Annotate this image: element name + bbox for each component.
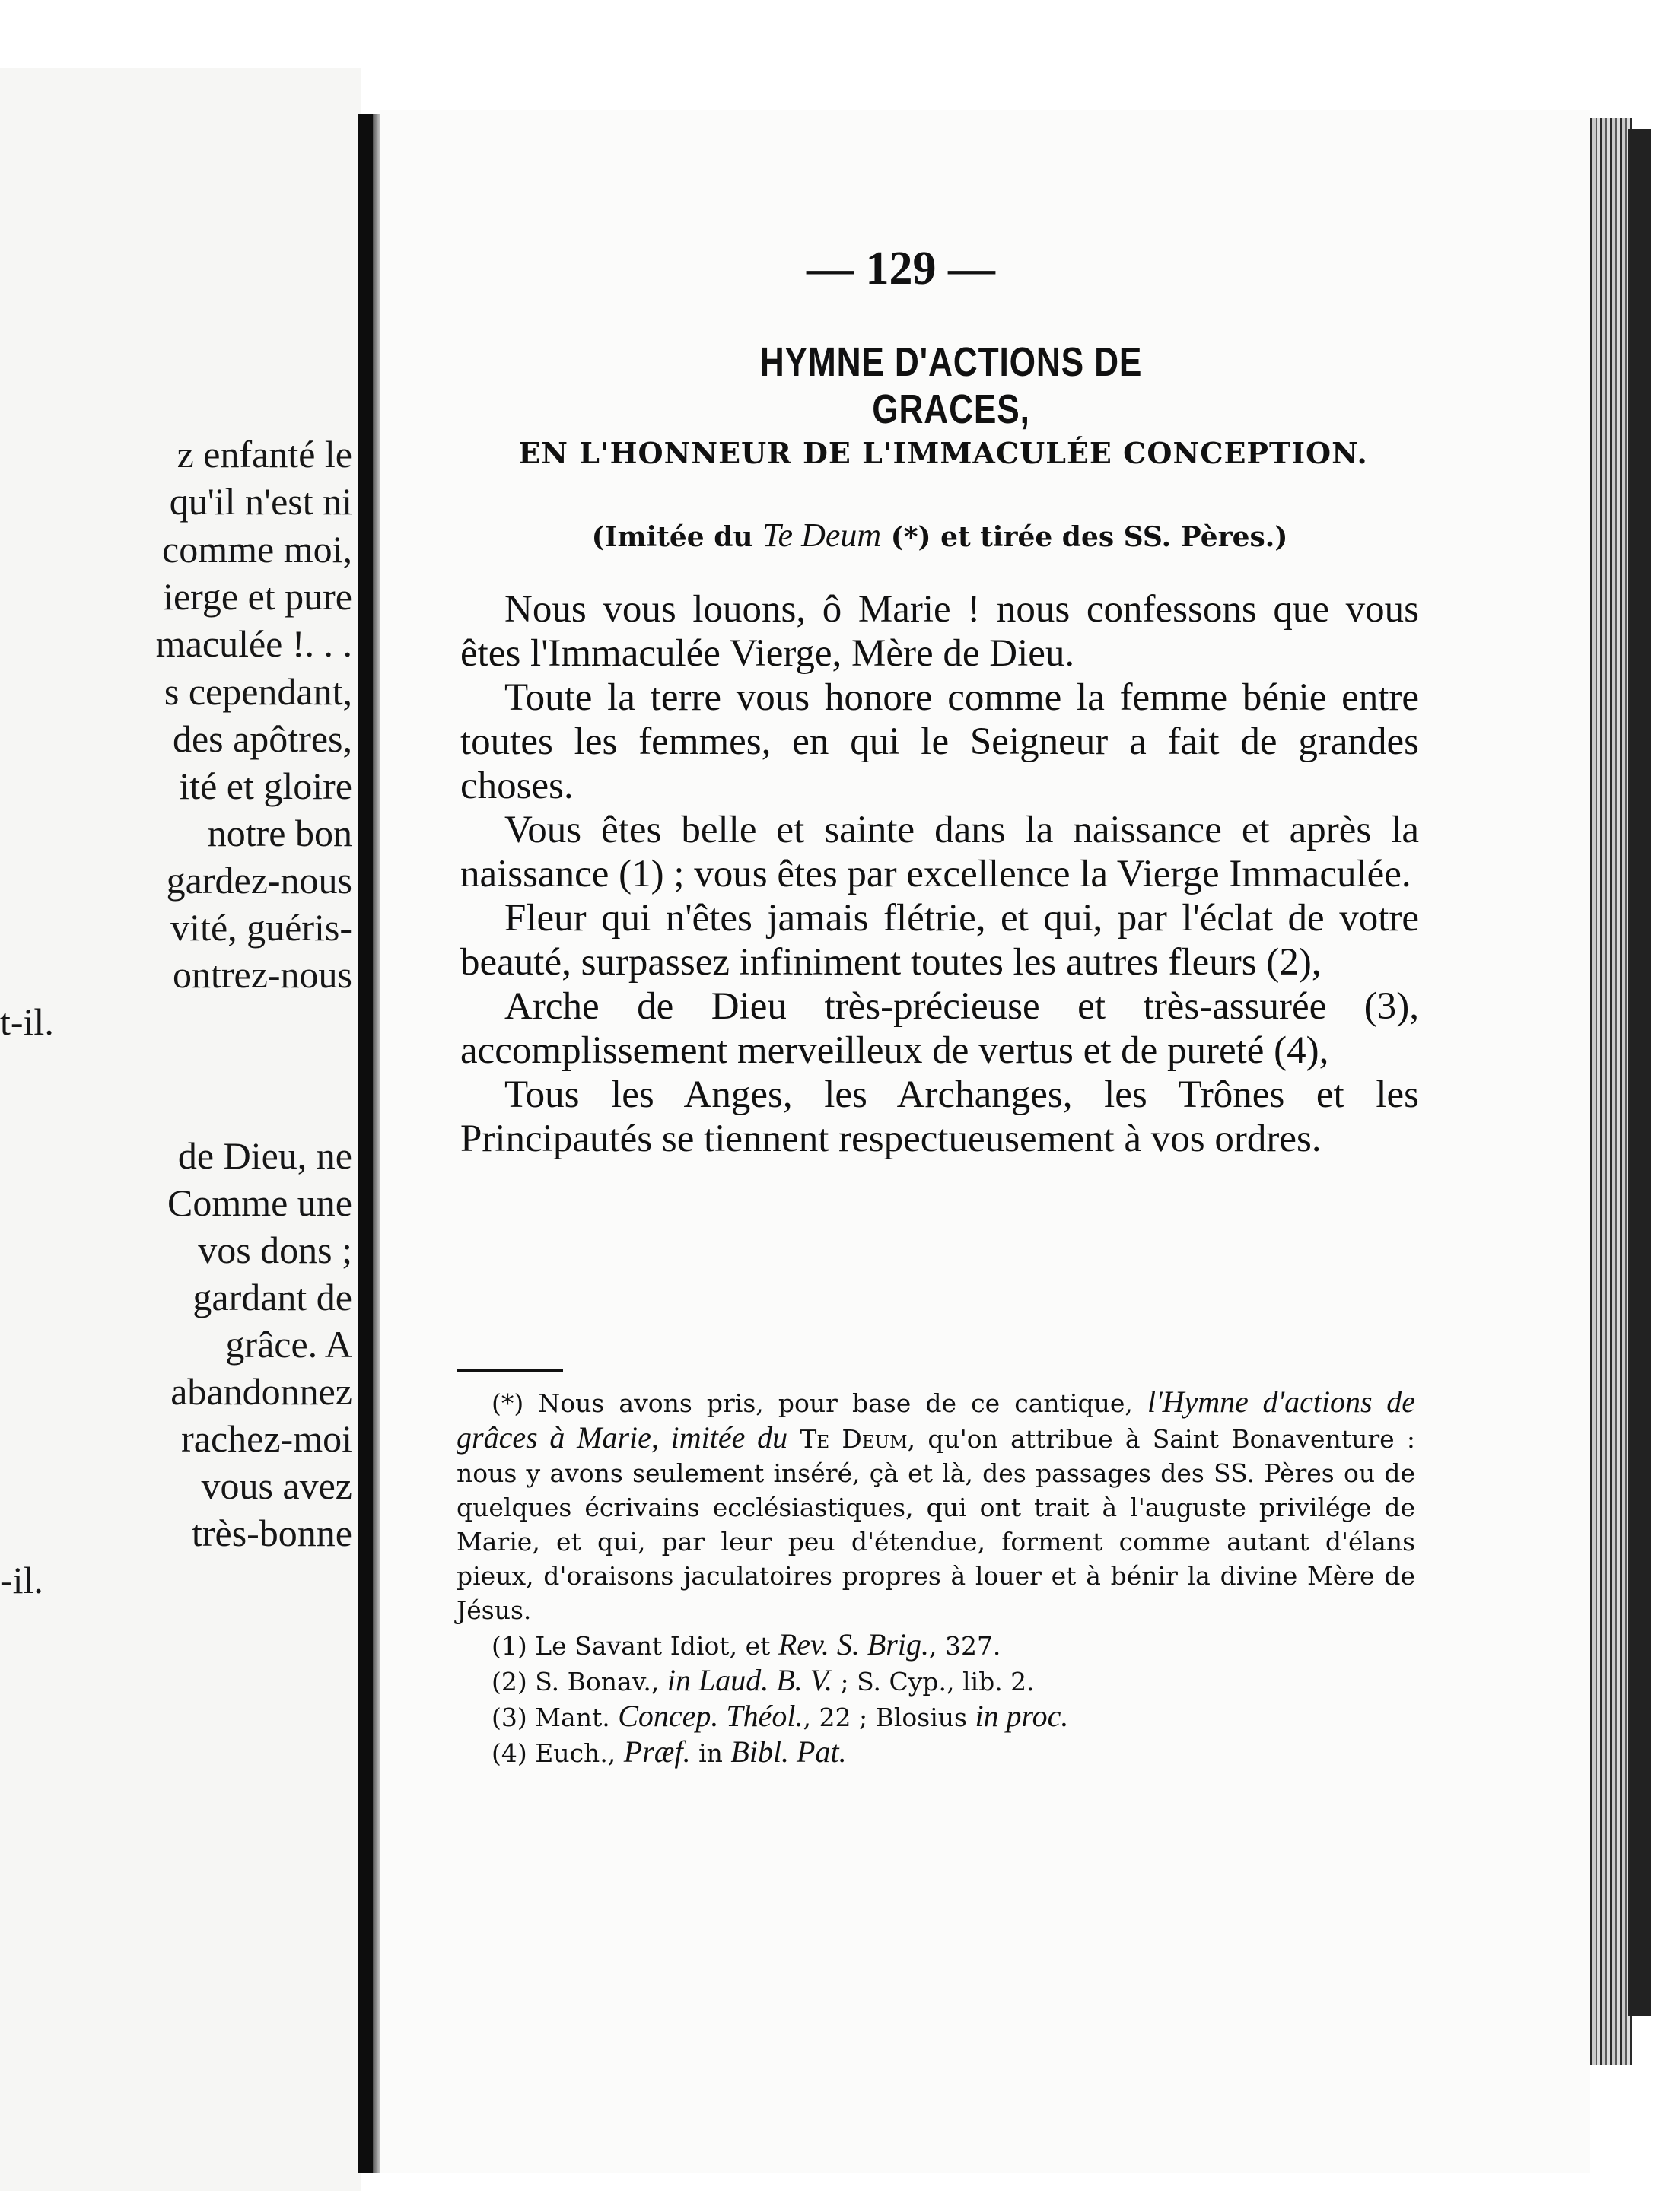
note-text	[788, 1424, 800, 1454]
hymn-subtitle: EN L'HONNEUR DE L'IMMACULÉE CONCEPTION.	[518, 436, 1368, 470]
hymn-paragraph: Vous êtes belle et sainte dans la naissance et après la naissance (1) ; vous êtes par excellence la Vierge Immaculée.	[460, 809, 1419, 895]
footnote-italic: Bibl. Pat.	[730, 1735, 847, 1769]
left-page-line: Comme une	[167, 1181, 352, 1224]
left-page-line: ontrez-nous	[172, 953, 352, 996]
hymn-paragraph: Toute la terre vous honore comme la femme bénie entre toutes les femmes, en qui le Seigneur a fait de grandes choses.	[460, 676, 1419, 807]
footnote-italic: in Laud. B. V.	[667, 1663, 832, 1697]
left-page-line: notre bon	[207, 812, 352, 854]
footnote-italic: in proc.	[975, 1699, 1069, 1733]
hymn-paragraph: Tous les Anges, les Archanges, les Trônes et les Principautés se tiennent respectueusement à vos ordres.	[460, 1073, 1419, 1160]
footnote-1	[457, 1627, 1415, 1663]
note-italic: l'Hymne d'actions de grâces à Marie, imitée du	[457, 1385, 1415, 1455]
left-page-line: vité, guéris-	[170, 906, 352, 949]
hymn-paragraph: Arche de Dieu très-précieuse et très-assurée (3), accomplissement merveilleux de vertus et de pureté (4),	[460, 985, 1419, 1072]
left-page-line: grâce. A	[225, 1323, 352, 1366]
footnote-text: , 22 ; Blosius	[803, 1703, 975, 1732]
left-page-line: s cependant,	[164, 670, 352, 713]
source-italic: Te Deum	[762, 517, 882, 554]
page-number: — 129 —	[807, 243, 995, 294]
footnote-text: (4) Euch.,	[492, 1738, 624, 1768]
left-page-line: abandonnez	[170, 1370, 352, 1413]
source-line	[533, 516, 1347, 555]
note-text: (*) Nous avons pris, pour base de ce cantique,	[492, 1388, 1147, 1418]
source-text: (*) et tirée des SS. Pères.)	[881, 521, 1288, 553]
footnote-text: , 327.	[928, 1631, 1001, 1661]
footnote-text: (2) S. Bonav.,	[492, 1667, 667, 1697]
left-page-line: -il.	[0, 1559, 43, 1601]
left-page-line: des apôtres,	[172, 717, 352, 760]
footnote-text: ; S. Cyp., lib. 2.	[832, 1667, 1035, 1697]
footnote-italic: Concep. Théol.	[618, 1699, 803, 1733]
footnote-2	[457, 1663, 1415, 1699]
left-page-line: gardez-nous	[166, 859, 352, 902]
left-page-line: gardant de	[192, 1276, 352, 1318]
left-page-line: de Dieu, ne	[177, 1134, 352, 1177]
footnote-italic: Rev. S. Brig.	[778, 1627, 929, 1662]
left-page-line: ité et gloire	[179, 765, 352, 807]
left-page-line: qu'il n'est ni	[169, 480, 352, 523]
footnote-text: (1) Le Savant Idiot, et	[492, 1631, 778, 1661]
footnote-text: in	[690, 1738, 731, 1768]
footnote-text: (3) Mant.	[492, 1703, 619, 1732]
page-edges	[1590, 118, 1632, 2065]
book-spine	[358, 114, 373, 2173]
hymn-body	[460, 587, 1419, 1161]
left-page-line: rachez-moi	[181, 1417, 352, 1460]
hymn-paragraph: Nous vous louons, ô Marie ! nous confessons que vous êtes l'Immaculée Vierge, Mère de Dieu.	[460, 588, 1419, 675]
left-page-line: z enfanté le	[177, 433, 352, 475]
left-page-line: vous avez	[201, 1464, 352, 1507]
left-page-line: t-il.	[0, 1000, 54, 1043]
footnote-italic: Præf.	[623, 1735, 691, 1769]
book-cover-edge	[1628, 129, 1651, 2016]
footnotes	[457, 1385, 1415, 1770]
left-page-line: comme moi,	[162, 528, 352, 571]
hymn-title: HYMNE D'ACTIONS DE GRACES,	[759, 339, 1143, 432]
left-page-line: vos dons ;	[198, 1229, 352, 1271]
note-small-caps: Te Deum	[800, 1424, 908, 1454]
left-page-line: maculée !. . .	[155, 622, 352, 665]
left-page-line: ierge et pure	[163, 575, 352, 618]
footnote-3	[457, 1699, 1415, 1735]
left-facing-page	[0, 68, 361, 2191]
source-text: (Imitée du	[591, 521, 763, 553]
note-text: , qu'on attribue à Saint Bonaventure : nous y avons seulement inséré, çà et là, des passages des SS. Pères ou de quelques écrivains ecclésiastiques, qui ont trait à l'auguste privilége de Marie, et qui, par leur peu d'étendue, forment comme autant d'élans pieux, d'oraisons jaculatoires propres à louer et à bénir la divine Mère de Jésus.	[457, 1424, 1415, 1625]
star-footnote	[457, 1385, 1415, 1627]
left-page-line: très-bonne	[191, 1512, 352, 1554]
hymn-paragraph: Fleur qui n'êtes jamais flétrie, et qui, par l'éclat de votre beauté, surpassez infiniment toutes les autres fleurs (2),	[460, 897, 1419, 984]
footnote-rule	[457, 1369, 563, 1372]
footnote-4	[457, 1735, 1415, 1770]
